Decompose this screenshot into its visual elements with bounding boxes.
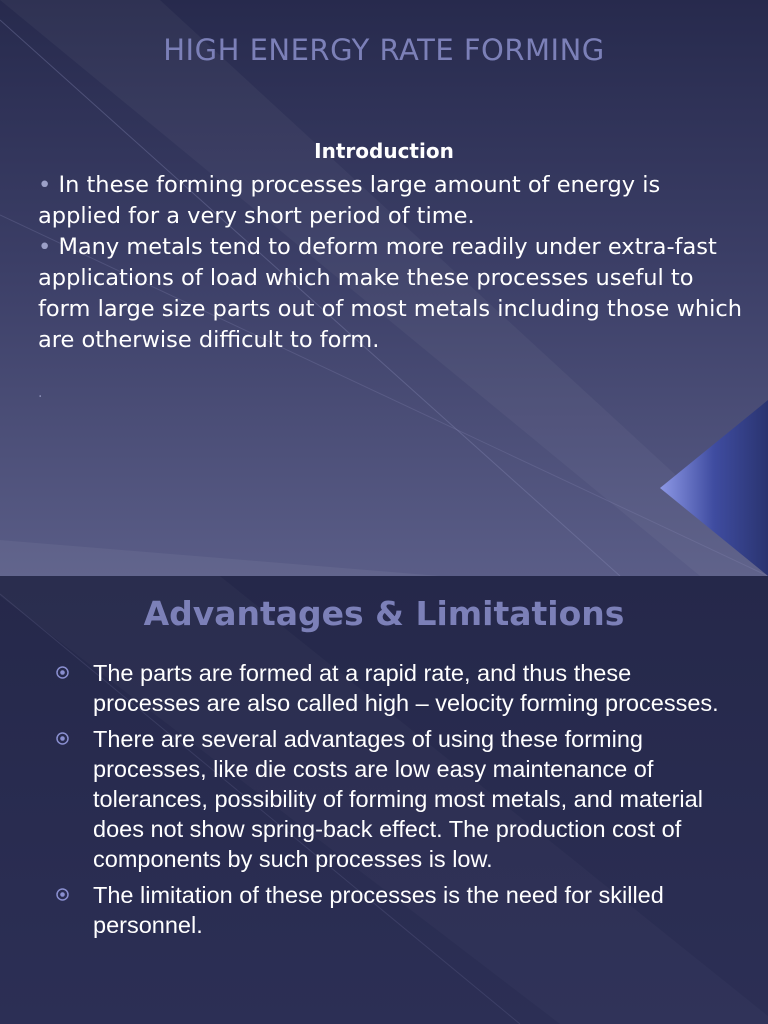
- stray-bullet-marker: .: [38, 385, 43, 401]
- slide-2: [0, 576, 768, 1024]
- list-item: [56, 724, 726, 874]
- list-item-text: The limitation of these processes is the need for skilled personnel.: [93, 882, 664, 938]
- slide-title: HIGH ENERGY RATE FORMING: [163, 33, 605, 67]
- slide-title: Advantages & Limitations: [143, 594, 625, 633]
- intro-bullet: [38, 170, 748, 232]
- target-bullet-icon: [56, 888, 69, 901]
- intro-bullet: [38, 232, 748, 356]
- intro-bullet-text: In these forming processes large amount of energy is applied for a very short period of time.: [38, 172, 661, 229]
- list-item: [56, 658, 726, 718]
- target-bullet-icon: [56, 732, 69, 745]
- list-item-text: The parts are formed at a rapid rate, and thus these processes are also called high – velocity forming processes.: [93, 660, 719, 716]
- bottom-left-shade: [0, 540, 440, 576]
- intro-bullet-text: Many metals tend to deform more readily under extra-fast applications of load which make these processes useful to form large size parts out of most metals including those which are otherwise difficult to form.: [38, 234, 743, 353]
- list-item-text: There are several advantages of using these forming processes, like die costs are low easy maintenance of tolerances, possibility of forming most metals, and material does not show spring-back effect. The production cost of components by such processes is low.: [93, 726, 703, 872]
- advantages-list: [56, 658, 726, 946]
- bullet-dot-icon: •: [38, 172, 52, 198]
- intro-body: [38, 170, 748, 356]
- target-bullet-icon: [56, 666, 69, 679]
- intro-heading: Introduction: [314, 139, 454, 163]
- bullet-dot-icon: •: [38, 234, 52, 260]
- list-item: [56, 880, 726, 940]
